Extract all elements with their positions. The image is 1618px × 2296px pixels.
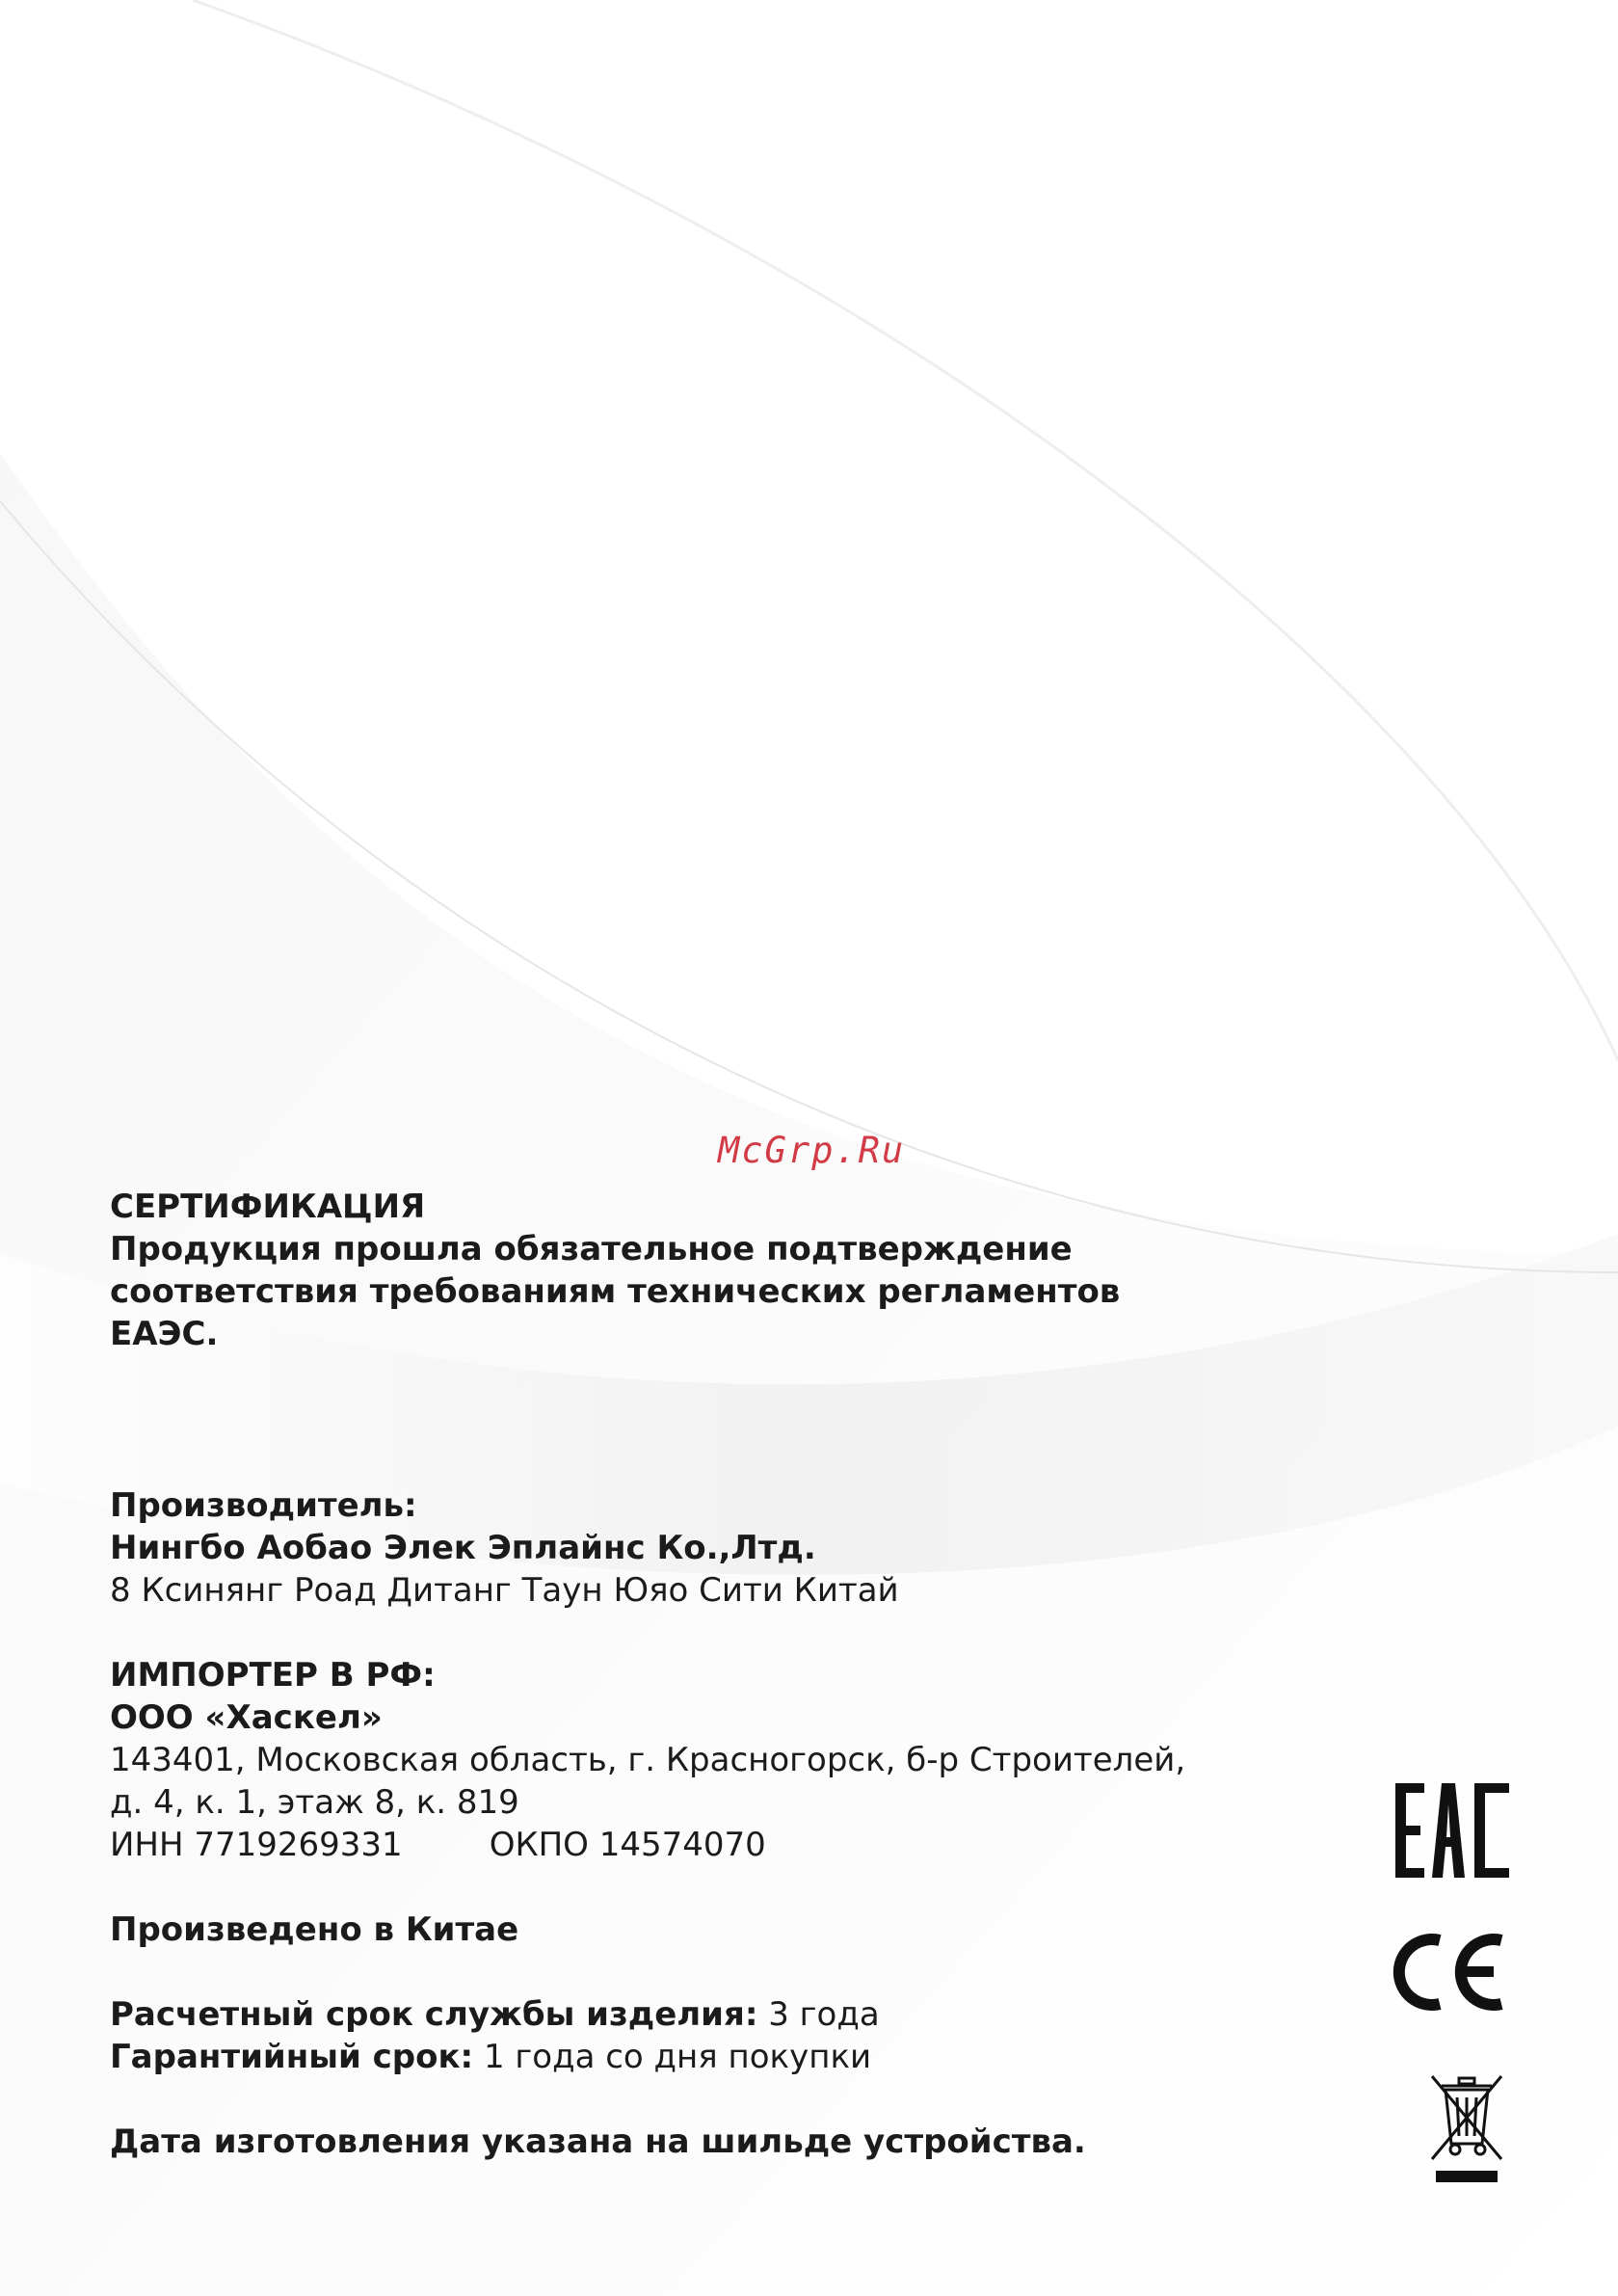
manufacture-date-section: [110, 2121, 1170, 2163]
service-life: [110, 1993, 1170, 2036]
certification-line: Продукция прошла обязательное подтверждение: [110, 1230, 1073, 1268]
certification-section: [110, 1186, 1170, 1355]
warranty: [110, 2036, 1170, 2078]
origin-text: Произведено в Китае: [110, 1910, 519, 1949]
importer-codes: [110, 1824, 1170, 1866]
importer-okpo: ОКПО 14574070: [489, 1826, 766, 1864]
service-life-label: Расчетный срок службы изделия:: [110, 1995, 758, 2034]
certification-line: ЕАЭС.: [110, 1315, 219, 1353]
ce-mark-icon: [1390, 1931, 1509, 2014]
manufacture-date-note: Дата изготовления указана на шильде устройства.: [110, 2122, 1086, 2161]
terms-section: [110, 1993, 1170, 2078]
origin-section: [110, 1909, 1170, 1951]
manufacturer-section: [110, 1484, 1170, 1612]
warranty-label: Гарантийный срок:: [110, 2038, 474, 2076]
importer-section: [110, 1654, 1186, 1866]
weee-crossed-bin-icon: [1428, 2072, 1505, 2188]
certification-line: соответствия требованиям технических регламентов: [110, 1272, 1121, 1311]
importer-inn: ИНН 7719269331: [110, 1826, 403, 1864]
manufacturer-address: 8 Ксинянг Роад Дитанг Таун Юяо Сити Китай: [110, 1571, 899, 1610]
warranty-value: 1 года со дня покупки: [483, 2038, 872, 2076]
importer-name: ООО «Хаскел»: [110, 1698, 383, 1737]
manufacturer-heading: Производитель:: [110, 1486, 417, 1525]
manufacturer-name: Нингбо Аобао Элек Эплайнс Ко.,Лтд.: [110, 1529, 816, 1567]
importer-address-line2: д. 4, к. 1, этаж 8, к. 819: [110, 1783, 519, 1822]
watermark: McGrp.Ru: [718, 1130, 906, 1171]
eac-mark-icon: [1395, 1783, 1509, 1878]
service-life-value: 3 года: [768, 1995, 880, 2034]
importer-heading: ИМПОРТЕР В РФ:: [110, 1656, 436, 1695]
importer-address-line1: 143401, Московская область, г. Красногорск, б-р Строителей,: [110, 1741, 1186, 1779]
certification-heading: СЕРТИФИКАЦИЯ: [110, 1188, 426, 1226]
